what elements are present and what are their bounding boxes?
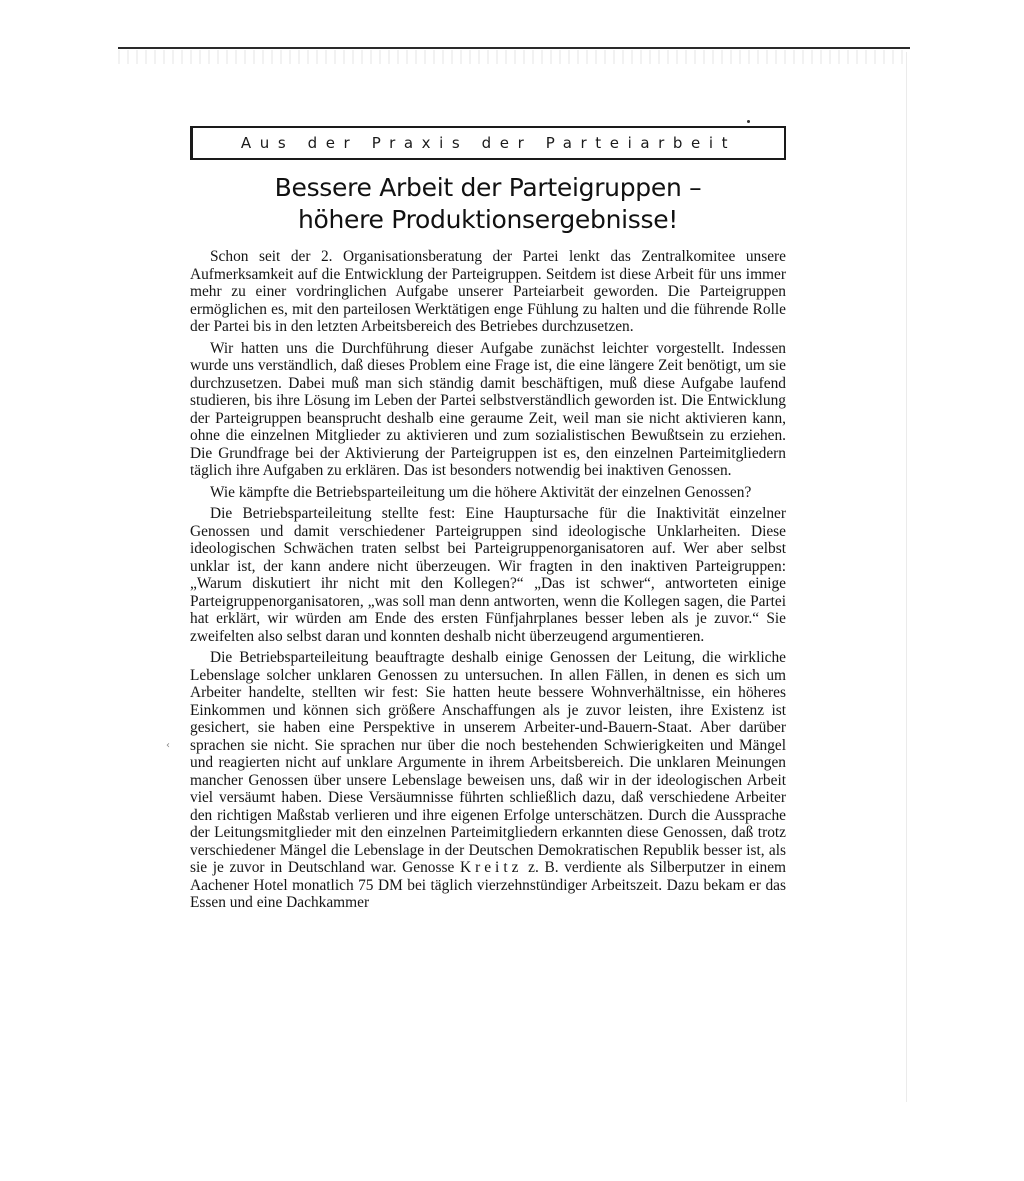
article-title bbox=[190, 172, 786, 236]
top-border-line bbox=[118, 47, 910, 49]
section-header-label: Aus der Praxis der Parteiarbeit bbox=[240, 134, 737, 152]
paragraph-3: Wie kämpfte die Betriebsparteileitung um die höhere Aktivität der einzelnen Genossen? bbox=[210, 483, 752, 501]
paragraph-1: Schon seit der 2. Organisationsberatung der Partei lenkt das Zentralkomitee unsere Aufmerksamkeit auf die Entwicklung der Parteigruppen. Seitdem ist diese Arbeit für uns immer mehr zu einer vordringlichen Aufgabe unserer Parteiarbeit geworden. Die Parteigruppen ermöglichen es, mit den parteilosen Werktätigen enge Fühlung zu halten und die führende Rolle der Partei bis in den letzten Arbeitsbereich des Betriebes durchzusetzen. bbox=[190, 248, 786, 335]
paragraph-5-continuation: z. B. verdiente als Silberputzer in einem Aachener Hotel monatlich 75 DM bei täglich vierzehnstündiger Arbeitszeit. Dazu bekam er das Essen und eine Dachkammer bbox=[190, 859, 787, 911]
margin-mark: ‹ bbox=[166, 740, 170, 751]
name-kreitz: Kreitz bbox=[459, 859, 523, 876]
scan-dot bbox=[747, 120, 750, 123]
article-body bbox=[190, 248, 786, 916]
paragraph-5-text: Die Betriebsparteileitung beauftragte deshalb einige Genossen der Leitung, die wirkliche Lebenslage solcher unklaren Genossen zu untersuchen. In allen Fällen, in denen es sich um Arbeiter handelte, stellten wir fest: Sie hatten heute bessere Wohnverhältnisse, ein höheres Einkommen und können sich größere Anschaffungen als je zuvor leisten, ihre Existenz ist gesichert, sie haben eine Perspektive in unserem Arbeiter-und-Bauern-Staat. Aber darüber sprachen sie nicht. Sie sprachen nur über die noch bestehenden Schwierigkeiten und Mängel und reagierten nicht auf unklare Argumente in ihrem Arbeitsbereich. Die unklaren Meinungen mancher Genossen über unsere Lebenslage beweisen uns, daß wir in der ideologischen Arbeit viel versäumt haben. Diese Versäumnisse führten schließlich dazu, daß verschiedene Arbeiter den richtigen Maßstab verlieren und ihre eigenen Erfolge unterschätzen. Durch die Aussprache der Leitungsmitglieder mit den einzelnen Parteimitgliedern erkannten diese Genossen, daß trotz verschiedener Mängel die Lebenslage in der Deutschen Demokratischen Republik besser ist, als sie je zuvor in Deutschland war. Genosse bbox=[190, 649, 786, 876]
paragraph-4: Die Betriebsparteileitung stellte fest: Eine Hauptursache für die Inaktivität einzelner Genossen und damit verschiedener Parteigruppen sind ideologische Unklarheiten. Diese ideologischen Schwächen traten selbst bei Parteigruppenorganisatoren auf. Wer aber selbst unklar ist, der kann andere nicht überzeugen. Wir fragten in den inaktiven Parteigruppen: „Warum diskutiert ihr nicht mit den Kollegen?“ „Das ist schwer“, antworteten einige Parteigruppenorganisatoren, „was soll man denn antworten, wenn die Kollegen sagen, die Partei hat erklärt, wir würden am Ende des ersten Fünfjahrplanes besser leben als je zuvor.“ Sie zweifelten also selbst daran und konnten deshalb nicht überzeugend argumentieren. bbox=[190, 505, 786, 645]
article-title-line-2: höhere Produktionsergebnisse! bbox=[297, 205, 679, 234]
scan-right-edge bbox=[906, 52, 907, 1102]
section-header-box bbox=[190, 126, 786, 160]
scan-noise-strip bbox=[118, 50, 910, 64]
paragraph-2: Wir hatten uns die Durchführung dieser Aufgabe zunächst leichter vorgestellt. Indessen wurde uns verständlich, daß dieses Problem eine Frage ist, die eine längere Zeit benötigt, um sie durchzusetzen. Dabei muß man sich ständig damit beschäftigen, muß diese Aufgabe laufend studieren, bis ihre Lösung im Leben der Partei selbstverständlich geworden ist. Die Entwicklung der Parteigruppen beansprucht deshalb eine geraume Zeit, weil man sie nicht aktivieren kann, ohne die einzelnen Mitglieder zu aktivieren und zum sozialistischen Bewußtsein zu erziehen. Die Grundfrage bei der Aktivierung der Parteigruppen ist es, den einzelnen Parteimitgliedern täglich ihre Aufgaben zu erklären. Das ist besonders notwendig bei inaktiven Genossen. bbox=[190, 339, 786, 479]
paragraph-5 bbox=[190, 649, 786, 912]
article-title-line-1: Bessere Arbeit der Parteigruppen – bbox=[274, 173, 702, 202]
